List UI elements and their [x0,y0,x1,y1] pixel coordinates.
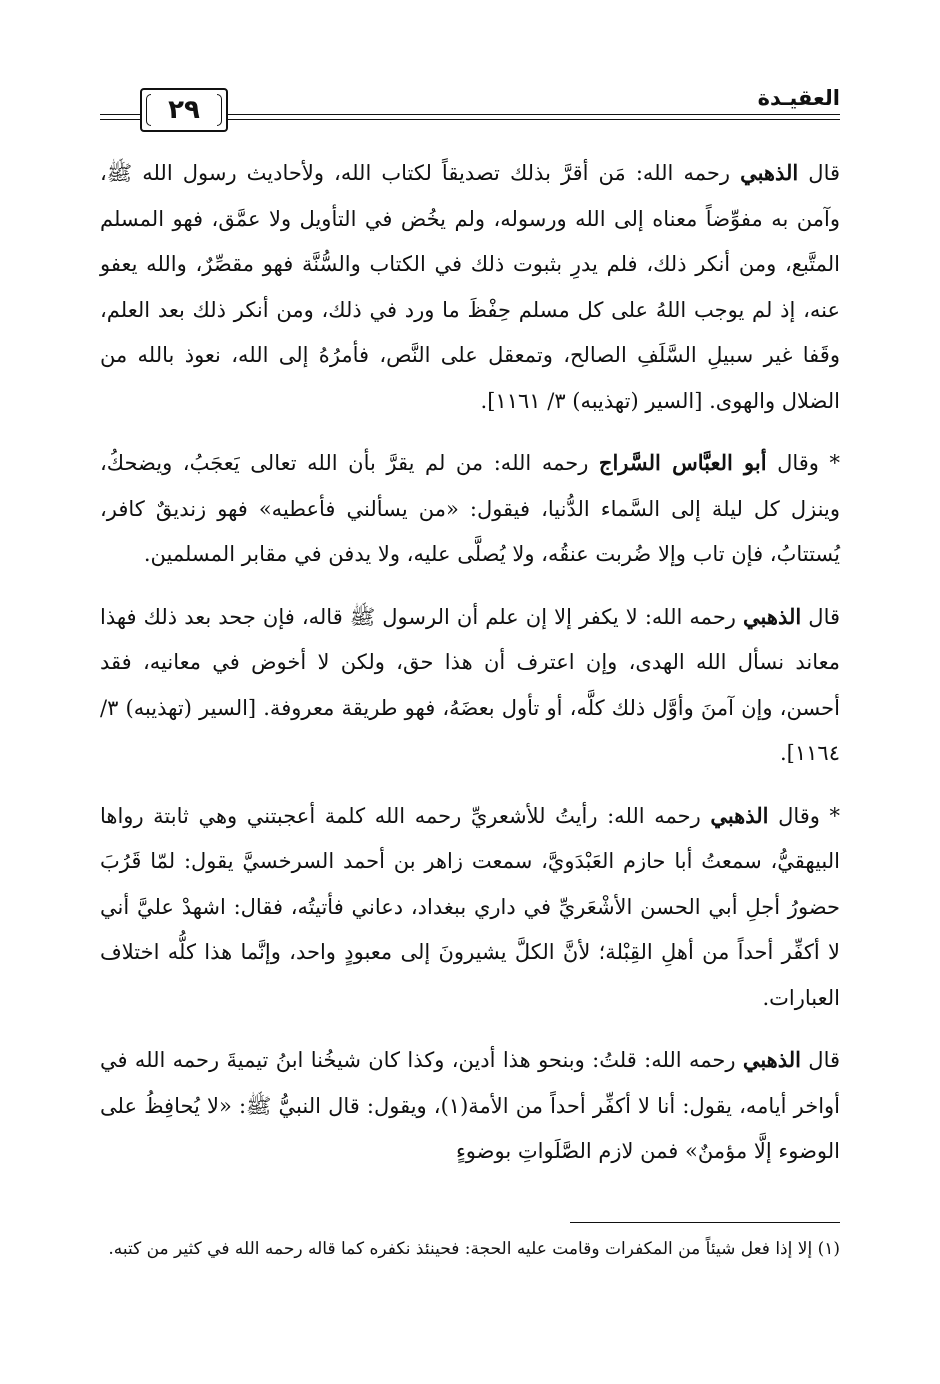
paragraph-lead: * وقال [766,451,840,475]
paragraph [100,1037,840,1175]
speaker-name: الذهبي [742,1047,801,1072]
paragraph-lead: قال [801,604,840,629]
paragraph-text: رحمه الله: لا يكفر إلا إن علم أن الرسول ﷺ قاله، فإن جحد بعد ذلك فهذا معاند نسأل الله الهدى، وإن اعترف أن هذا حق، ولكن لا أخوض في معانيه، فقد أحسن، وإن آمنَ وأوَّل ذلك كلَّه، أو تأول بعضَهُ، فهو طريقة معروفة. [السير (تهذيبه) ٣/ ١١٦٤]. [100,604,840,765]
page-number: ٢٩ [140,88,228,132]
main-text [100,150,840,1191]
paragraph-text: رحمه الله: مَن أقرَّ بذلك تصديقاً لكتاب الله، ولأحاديث رسول الله ﷺ، وآمن به مفوِّضاً معناه إلى الله ورسوله، ولم يخُض في التأويل ولا عمَّق، فهو المسلم المتَّبع، ومن أنكر ذلك، فلم يدرِ بثبوت ذلك في الكتاب والسُّنَّة فهو مقصِّرٌ، والله يعفو عنه، إذ لم يوجب اللهُ على كل مسلم حِفْظَ ما ورد في ذلك، ومن أنكر ذلك بعد العلم، وقَفا غير سبيلِ السَّلَفِ الصالح، وتمعقل على النَّص، فأمرُهُ إلى الله، نعوذ بالله من الضلال والهوى. [السير (تهذيبه) ٣/ ١١٦١]. [100,161,840,413]
running-title: العقيـدة [757,86,840,110]
page-header [100,80,840,140]
paragraph [100,594,840,777]
speaker-name: الذهبي [740,160,799,185]
paragraph-text: رحمه الله: قلتُ: وبنحو هذا أدين، وكذا كان شيخُنا ابنُ تيميةَ رحمه الله في أواخر أيامه، يقول: أنا لا أكفِّر أحداً من الأمة(١)، ويقول: قال النبيُّ ﷺ: «لا يُحافِظُ على الوضوء إلَّا مؤمنٌ» فمن لازم الصَّلَواتِ بوضوءٍ [100,1048,841,1163]
footnotes [100,1232,840,1266]
speaker-name: الذهبي [710,802,769,828]
speaker-name: أبو العبَّاس السَّراج [598,450,767,475]
speaker-name: الذهبي [743,603,802,629]
footnote: (١) إلا إذا فعل شيئاً من المكفرات وقامت عليه الحجة: فحينئذ نكفره كما قاله رحمه الله في كثير من كتبه. [108,1239,840,1259]
paragraph [100,793,840,1022]
paragraph-lead: * وقال [768,803,841,828]
paragraph-text: رحمه الله: من لم يقرَّ بأن الله تعالى يَعجَبُ، ويضحكُ، وينزل كل ليلة إلى السَّماء الدُّنيا، فيقول: «من يسألني فأعطيه» فهو زنديقٌ كافر، يُستتابُ، فإن تاب وإلا ضُربت عنقُه، ولا يُصلَّى عليه، ولا يدفن في مقابر المسلمين. [100,451,840,566]
paragraph [100,150,840,424]
paragraph-lead: قال [800,1048,841,1072]
footnote-divider [570,1222,840,1223]
paragraph-lead: قال [798,161,841,185]
paragraph [100,440,840,578]
paragraph-text: رحمه الله: رأيتُ للأشعريِّ رحمه الله كلمة أعجبتني وهي ثابتة رواها البيهقيُّ، سمعتُ أبا حازم العَبْدَويَّ، سمعت زاهر بن أحمد السرخسيَّ يقول: لمّا قَرُبَ حضورُ أجلِ أبي الحسن الأشْعَريِّ في داري ببغداد، دعاني فأتيتُه، فقال: اشهدْ عليَّ أني لا أكفِّر أحداً من أهلِ القِبْلة؛ لأنَّ الكلَّ يشيرونَ إلى معبودٍ واحد، وإنَّما هذا كلُّه اختلاف العبارات. [100,803,840,1010]
